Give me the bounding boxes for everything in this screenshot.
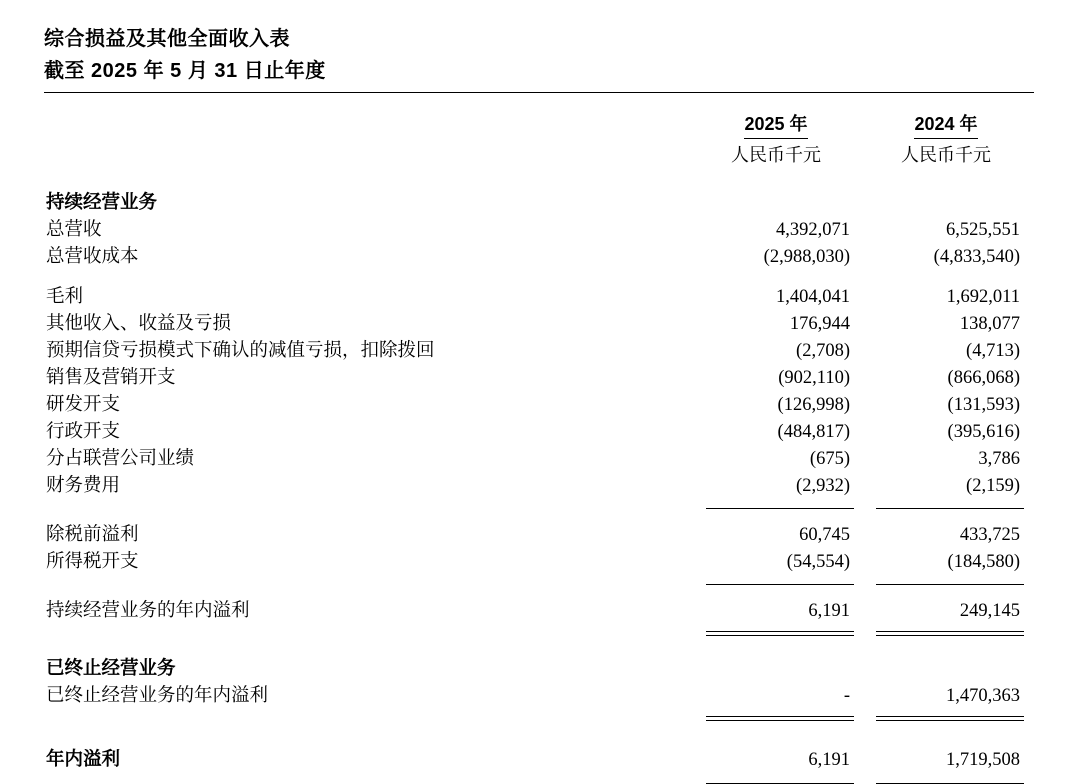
row-value-2025: -	[843, 686, 850, 706]
row-value-2024: 249,145	[959, 601, 1020, 621]
row-label: 年内溢利	[46, 750, 121, 770]
table-row	[44, 365, 1034, 392]
row-value-2025: (484,817)	[777, 422, 850, 442]
row-label: 预期信贷亏损模式下确认的减值亏损，扣除拨回	[46, 341, 435, 361]
total-double-rule-2024	[864, 625, 1034, 636]
row-value-2025: 60,745	[799, 525, 850, 545]
row-label: 销售及营销开支	[46, 368, 176, 388]
page-subtitle: 截至 2025 年 5 月 31 日止年度	[44, 60, 326, 82]
final-rule-2024	[864, 774, 1034, 784]
total-double-rule-2025	[694, 625, 864, 636]
spacer	[44, 509, 1034, 522]
row-label: 持续经营业务的年内溢利	[46, 601, 250, 621]
subtotal-rule-2025	[694, 500, 864, 509]
row-label: 财务费用	[46, 476, 121, 496]
spacer	[44, 170, 1034, 190]
column-header-2025-unit: 人民币千元	[731, 145, 821, 165]
table-row	[44, 311, 1034, 338]
row-value-2025: (2,988,030)	[763, 247, 850, 267]
row-label: 研发开支	[46, 395, 121, 415]
row-value-2025: 6,191	[808, 750, 850, 770]
column-header-2024-year: 2024 年	[914, 111, 977, 139]
final-rule-2025	[694, 774, 864, 784]
row-label: 毛利	[46, 287, 84, 307]
row-label: 除税前溢利	[46, 525, 139, 545]
table-row	[44, 338, 1034, 365]
column-header-2024-unit: 人民币千元	[901, 145, 991, 165]
row-value-2025: (126,998)	[777, 395, 850, 415]
row-value-2024: 138,077	[959, 314, 1020, 334]
row-value-2024: (2,159)	[966, 476, 1020, 496]
spacer	[44, 585, 1034, 598]
row-value-2024: (866,068)	[947, 368, 1020, 388]
table-row	[44, 419, 1034, 446]
row-value-2025: (54,554)	[786, 552, 850, 572]
total-double-rule-2025	[694, 710, 864, 721]
spacer	[44, 721, 1034, 747]
table-row	[44, 683, 1034, 710]
table-row	[44, 598, 1034, 625]
final-rule-row	[44, 774, 1034, 784]
row-value-2025: 6,191	[808, 601, 850, 621]
subtotal-rule-2025	[694, 576, 864, 585]
row-value-2025: (2,708)	[796, 341, 850, 361]
row-value-2024: 6,525,551	[946, 220, 1020, 240]
section-heading-discontinued: 已终止经营业务	[46, 659, 176, 679]
column-header-2025	[694, 111, 864, 170]
row-value-2024: (184,580)	[947, 552, 1020, 572]
row-value-2025: 176,944	[789, 314, 850, 334]
row-label: 分占联营公司业绩	[46, 449, 195, 469]
table-row	[44, 522, 1034, 549]
row-value-2024: 1,692,011	[946, 287, 1020, 307]
total-rule-row	[44, 710, 1034, 721]
table-row	[44, 284, 1034, 311]
row-value-2025: 4,392,071	[776, 220, 850, 240]
subtotal-rule-row	[44, 576, 1034, 585]
table-header-row	[44, 111, 1034, 170]
row-value-2024: 433,725	[959, 525, 1020, 545]
table-row	[44, 244, 1034, 271]
total-double-rule-2024	[864, 710, 1034, 721]
subtotal-rule-2024	[864, 500, 1034, 509]
title-divider	[44, 92, 1034, 93]
row-label: 已终止经营业务的年内溢利	[46, 686, 269, 706]
table-row	[44, 392, 1034, 419]
section-heading-row	[44, 656, 1034, 683]
section-heading-continuing: 持续经营业务	[46, 193, 158, 213]
column-header-2024	[864, 111, 1034, 170]
row-value-2025: (902,110)	[778, 368, 850, 388]
row-value-2024: 3,786	[978, 449, 1020, 469]
column-header-2025-year: 2025 年	[744, 111, 807, 139]
row-value-2024: (4,713)	[966, 341, 1020, 361]
row-label: 总营收	[46, 220, 102, 240]
table-row	[44, 747, 1034, 774]
row-value-2024: (4,833,540)	[933, 247, 1020, 267]
row-value-2025: (675)	[809, 449, 850, 469]
subtotal-rule-2024	[864, 576, 1034, 585]
row-value-2024: 1,719,508	[946, 750, 1020, 770]
income-statement-table	[44, 111, 1034, 784]
spacer	[44, 636, 1034, 656]
row-value-2025: (2,932)	[796, 476, 850, 496]
table-row	[44, 549, 1034, 576]
subtotal-rule-row	[44, 500, 1034, 509]
total-rule-row	[44, 625, 1034, 636]
table-row	[44, 473, 1034, 500]
table-row	[44, 446, 1034, 473]
row-value-2024: (395,616)	[947, 422, 1020, 442]
row-value-2024: (131,593)	[947, 395, 1020, 415]
section-heading-row	[44, 190, 1034, 217]
row-label: 总营收成本	[46, 247, 139, 267]
row-value-2025: 1,404,041	[776, 287, 850, 307]
row-value-2024: 1,470,363	[946, 686, 1020, 706]
page-title: 综合损益及其他全面收入表	[44, 28, 290, 50]
row-label: 其他收入、收益及亏损	[46, 314, 232, 334]
table-row	[44, 217, 1034, 244]
row-label: 行政开支	[46, 422, 121, 442]
spacer	[44, 271, 1034, 284]
row-label: 所得税开支	[46, 552, 139, 572]
